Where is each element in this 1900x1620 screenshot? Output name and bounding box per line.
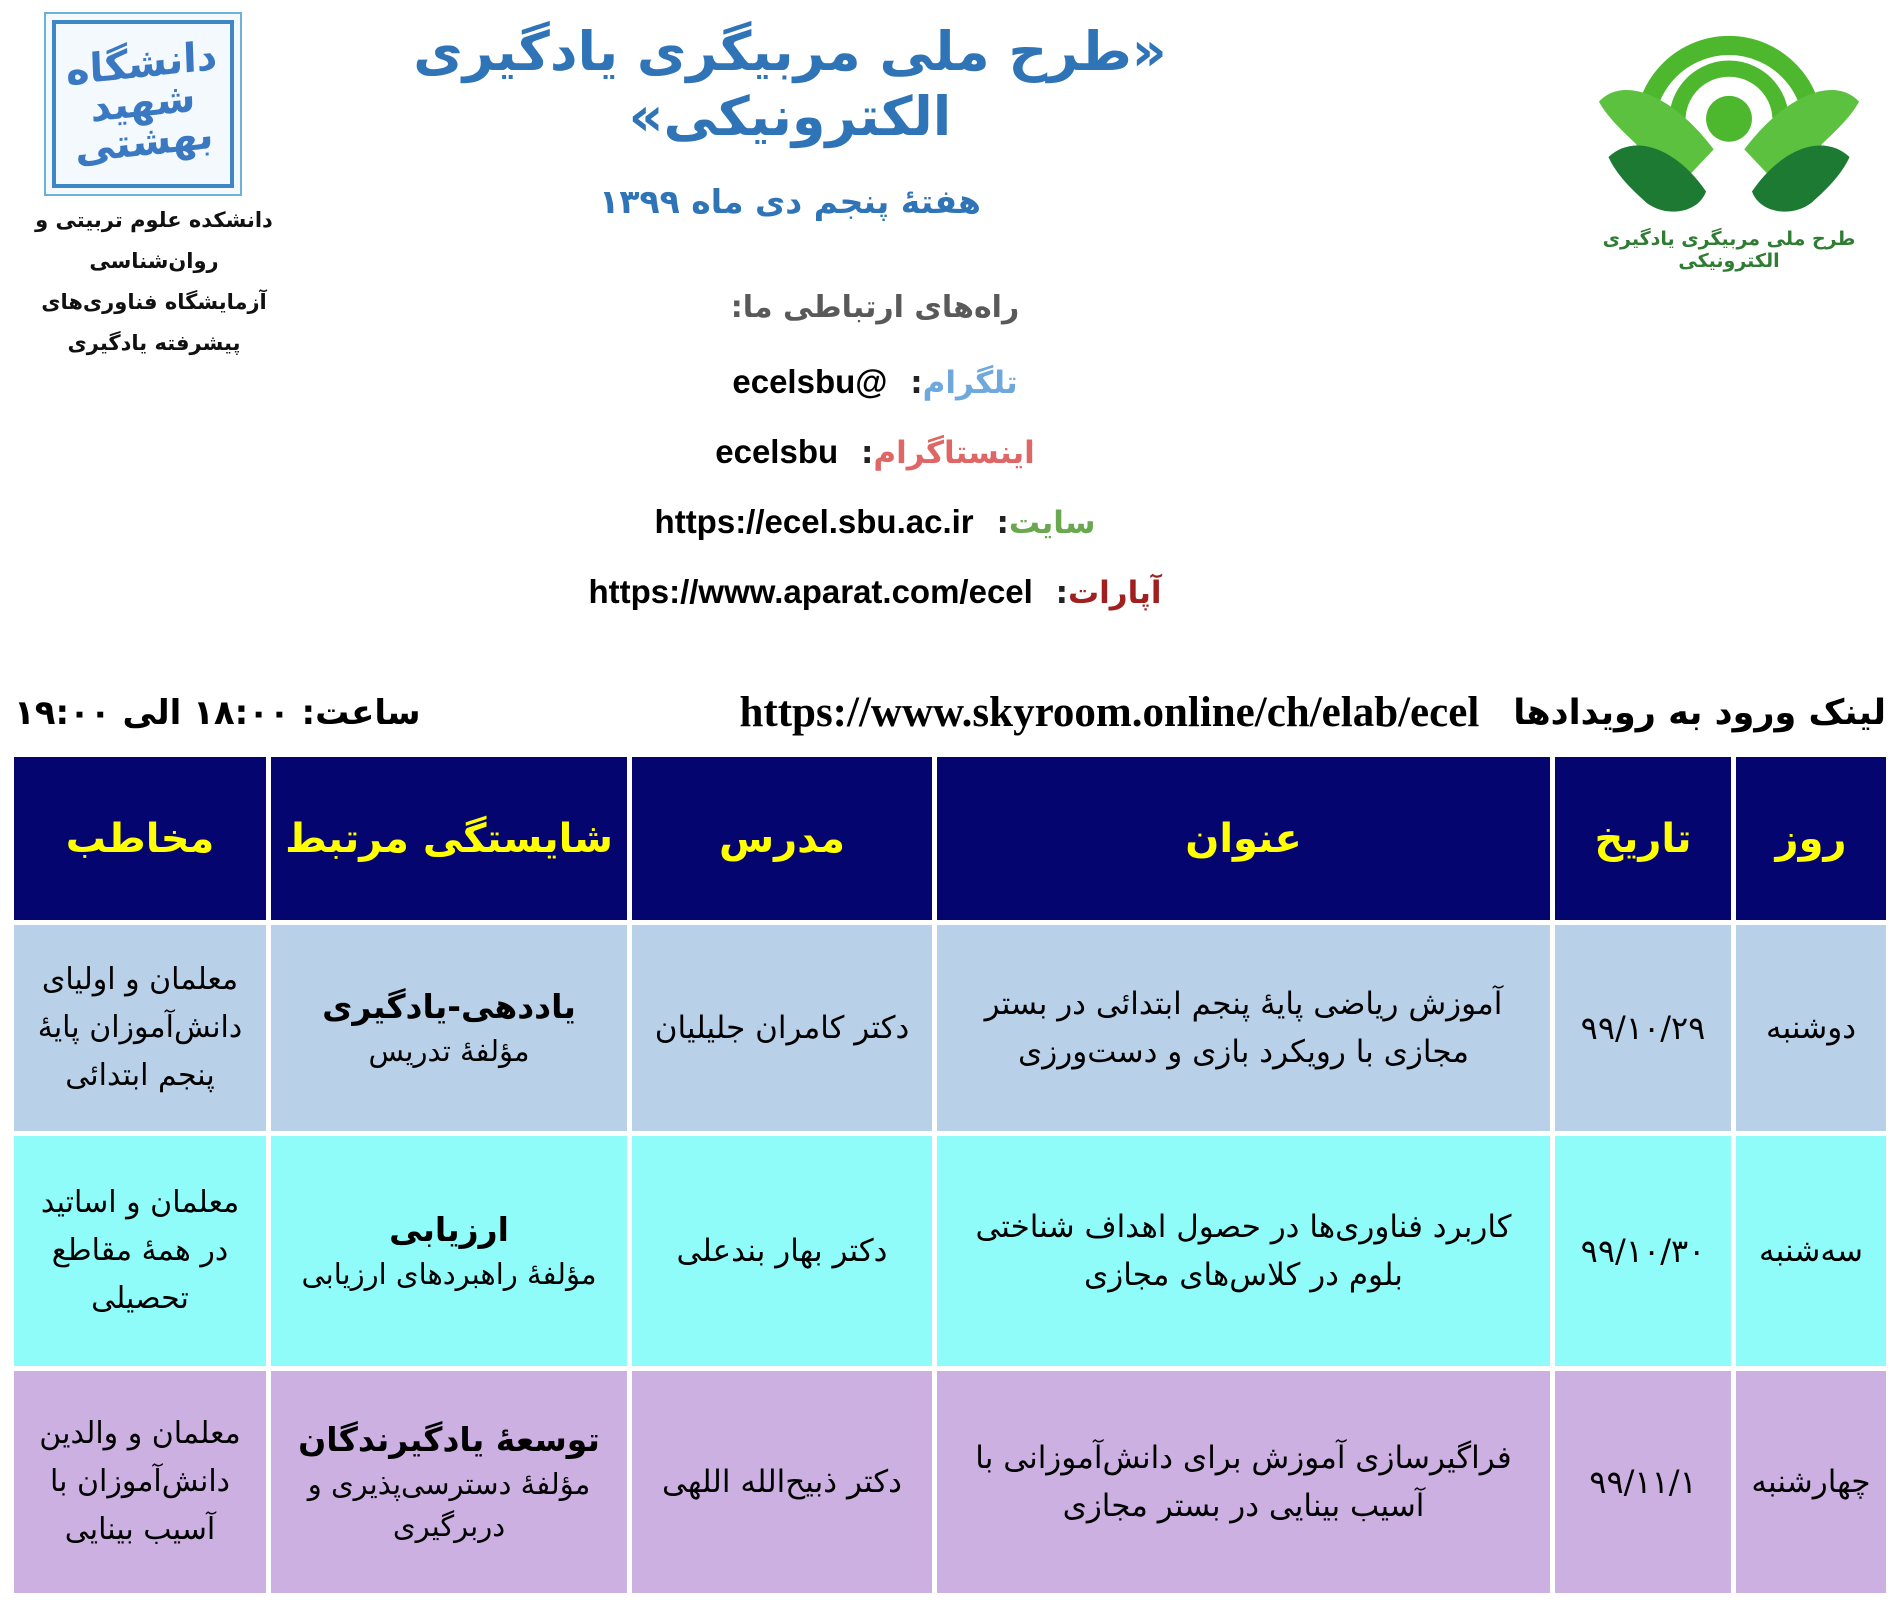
column-header-date: تاریخ	[1555, 757, 1731, 920]
row2-audience: معلمان و اساتید در همۀ مقاطع تحصیلی	[14, 1136, 266, 1366]
row2-title: کاربرد فناوری‌ها در حصول اهداف شناختی بلوم در کلاس‌های مجازی	[937, 1136, 1550, 1366]
row1-audience: معلمان و اولیای دانش‌آموزان پایۀ پنجم ابتدائی	[14, 925, 266, 1131]
column-header-competency: شایستگی مرتبط	[271, 757, 627, 920]
faculty-name: دانشکده علوم تربیتی و روان‌شناسی	[35, 208, 273, 273]
row1-title: آموزش ریاضی پایۀ پنجم ابتدائی در بستر مجازی با رویکرد بازی و دست‌ورزی	[937, 925, 1550, 1131]
row1-day: دوشنبه	[1736, 925, 1886, 1131]
row1-competency-main: یاددهی-یادگیری	[322, 986, 576, 1026]
telegram-label: تلگرام	[922, 365, 1018, 401]
row1-instructor: دکتر کامران جلیلیان	[632, 925, 932, 1131]
telegram-handle[interactable]: @ecelsbu	[732, 363, 888, 400]
hand-right	[1744, 90, 1859, 212]
hand-left	[1599, 90, 1714, 212]
row2-instructor: دکتر بهار بندعلی	[632, 1136, 932, 1366]
row3-audience: معلمان و والدین دانش‌آموزان با آسیب بینایی	[14, 1371, 266, 1593]
session-time: ساعت: ۱۸:۰۰ الی ۱۹:۰۰	[14, 692, 421, 733]
column-header-audience: مخاطب	[14, 757, 266, 920]
row1-date: ۹۹/۱۰/۲۹	[1555, 925, 1731, 1131]
program-logo-wordmark: طرح ملی مربیگری یادگیری الکترونیکی	[1602, 228, 1856, 272]
row3-date: ۹۹/۱۱/۱	[1555, 1371, 1731, 1593]
row2-day: سه‌شنبه	[1736, 1136, 1886, 1366]
website-url[interactable]: https://ecel.sbu.ac.ir	[654, 503, 974, 540]
row3-title: فراگیرسازی آموزش برای دانش‌آموزانی با آسیب بینایی در بستر مجازی	[937, 1371, 1550, 1593]
instagram-colon: :	[860, 435, 874, 471]
elearning-coaching-logo-icon	[1585, 4, 1873, 224]
telegram-colon: :	[910, 365, 923, 401]
aparat-colon: :	[1055, 575, 1069, 611]
instagram-handle[interactable]: ecelsbu	[715, 433, 839, 470]
column-header-title: عنوان	[937, 757, 1550, 920]
row3-competency-sub: مؤلفۀ دسترسی‌پذیری و دربرگیری	[307, 1467, 591, 1544]
column-header-instructor: مدرس	[632, 757, 932, 920]
instagram-label: اینستاگرام	[873, 435, 1035, 471]
row2-competency-sub: مؤلفۀ راهبردهای ارزیابی	[301, 1257, 597, 1292]
sbu-university-logo	[44, 12, 242, 196]
events-link-label: لینک ورود به رویدادها	[1513, 692, 1886, 733]
contact-section	[250, 290, 1500, 643]
row2-date: ۹۹/۱۰/۳۰	[1555, 1136, 1731, 1366]
schedule-table	[14, 757, 1886, 1593]
lab-name: آزمایشگاه فناوری‌های پیشرفته یادگیری	[41, 289, 267, 355]
row3-instructor: دکتر ذبیح‌الله اللهی	[632, 1371, 932, 1593]
events-link-row	[14, 688, 1886, 737]
row1-competency	[271, 925, 627, 1131]
column-header-day: روز	[1736, 757, 1886, 920]
contact-heading: راه‌های ارتباطی ما:	[730, 290, 1020, 325]
page-subtitle: هفتۀ پنجم دی ماه ۱۳۹۹	[599, 181, 981, 221]
contact-instagram	[250, 433, 1500, 471]
row1-competency-sub: مؤلفۀ تدریس	[368, 1034, 530, 1069]
sbu-logo-frame	[52, 20, 234, 188]
row2-competency-main: ارزیابی	[389, 1209, 509, 1249]
sbu-logo-calligraphy-text: دانشگاه شهید بهشتی	[65, 33, 218, 173]
row3-competency-main: توسعۀ یادگیرندگان	[298, 1419, 600, 1459]
title-block	[280, 20, 1300, 221]
contact-aparat	[250, 573, 1500, 611]
events-link-url[interactable]: https://www.skyroom.online/ch/elab/ecel	[739, 689, 1480, 736]
row3-competency	[271, 1371, 627, 1593]
row3-day: چهارشنبه	[1736, 1371, 1886, 1593]
website-label: سایت	[1008, 505, 1096, 541]
events-link-group	[739, 688, 1886, 737]
aparat-url[interactable]: https://www.aparat.com/ecel	[588, 573, 1033, 610]
aparat-label: آپارات	[1068, 575, 1162, 611]
page-title: «طرح ملی مربیگری یادگیری الکترونیکی»	[413, 20, 1167, 148]
row2-competency	[271, 1136, 627, 1366]
program-logo	[1562, 4, 1896, 272]
contact-telegram	[250, 363, 1500, 401]
website-colon: :	[996, 505, 1009, 541]
contact-website	[250, 503, 1500, 541]
